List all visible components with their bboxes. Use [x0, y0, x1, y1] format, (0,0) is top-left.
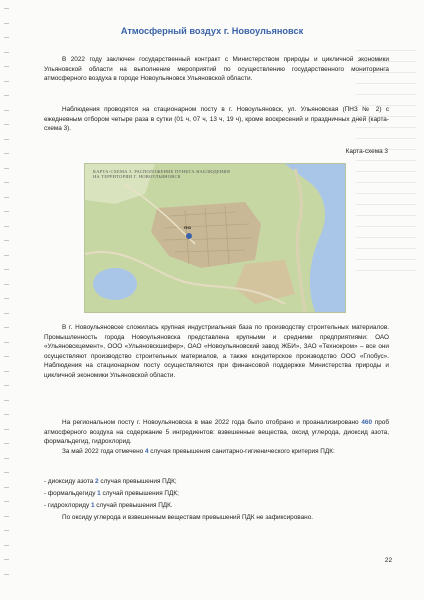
paragraph-exceedances: [44, 447, 389, 457]
binding-mark: [4, 458, 9, 459]
binding-mark: [4, 298, 9, 299]
binding-mark: [4, 110, 9, 111]
page-title: Атмосферный воздух г. Новоульяновск: [120, 26, 304, 36]
paragraph-no-exceedance: По оксиду углерода и взвешенным веществам превышений ПДК не зафиксировано.: [62, 514, 314, 521]
samples-count: 460: [361, 419, 373, 426]
map-title-line-1: КАРТА-СХЕМА 3. РАСПОЛОЖЕНИЕ ПУНКТА НАБЛЮДЕНИЯ: [93, 169, 231, 174]
monitoring-post-marker: [186, 233, 192, 239]
binding-mark: [4, 443, 9, 444]
binding-mark: [4, 574, 9, 575]
binding-mark: [4, 211, 9, 212]
binding-mark: [4, 559, 9, 560]
binding-mark: [4, 240, 9, 241]
binding-mark: [4, 269, 9, 270]
binding-mark: [4, 414, 9, 415]
map-post-label: ПНЗ: [184, 226, 192, 230]
samples-text-b: проб атмосферного воздуха на содержание 5 ингредиентов: взвешенные вещества, оксид углерода, диоксид азота, формальдегид, гидрохлорид.: [44, 419, 389, 446]
page-number: 22: [384, 557, 392, 564]
binding-mark: [4, 8, 9, 9]
map-graphic: [85, 164, 345, 312]
binding-mark: [4, 23, 9, 24]
binding-mark: [4, 429, 9, 430]
nitrogen-count: 2: [95, 478, 99, 485]
binding-mark: [4, 37, 9, 38]
binding-mark: [4, 327, 9, 328]
binding-mark: [4, 66, 9, 67]
binding-mark: [4, 197, 9, 198]
binding-mark: [4, 400, 9, 401]
list-item-formaldehyde: [44, 489, 389, 499]
binding-mark: [4, 313, 9, 314]
binding-edge-marks: [4, 8, 10, 588]
exceed-text-b: случая превышения санитарно-гигиенического критерия ПДК:: [148, 448, 335, 455]
binding-mark: [4, 356, 9, 357]
exceed-count: 4: [144, 448, 149, 455]
binding-mark: [4, 95, 9, 96]
exceed-text-a: За май 2022 года отмечено: [62, 448, 145, 455]
formaldehyde-count: 1: [97, 490, 101, 497]
binding-mark: [4, 139, 9, 140]
map-caption: Карта-схема 3: [345, 148, 388, 155]
binding-mark: [4, 385, 9, 386]
hydrochloride-text-a: - гидрохлориду: [44, 502, 91, 509]
binding-mark: [4, 182, 9, 183]
map-title-line-2: НА ТЕРРИТОРИИ Г. НОВОУЛЬЯНОВСК: [93, 174, 181, 180]
formaldehyde-text-b: случай превышения ПДК;: [100, 490, 179, 497]
binding-mark: [4, 153, 9, 154]
binding-mark: [4, 545, 9, 546]
binding-mark: [4, 226, 9, 227]
list-item-hydrogen-chloride: [44, 501, 389, 511]
nitrogen-text-a: - диоксиду азота: [44, 478, 96, 485]
binding-mark: [4, 124, 9, 125]
binding-mark: [4, 516, 9, 517]
nitrogen-text-b: случая превышения ПДК;: [98, 478, 177, 485]
map-title: [93, 169, 230, 180]
samples-text-a: На региональном посту г. Новоульяновска в мае 2022 года было отобрано и проанализировано: [62, 419, 362, 426]
hydrochloride-text-b: случай превышения ПДК.: [94, 502, 173, 509]
paragraph-contract: В 2022 году заключен государственный контракт с Министерством природы и цикличной экономики Ульяновской области на выполнение мероприятий по осуществлению государственного мониторинга атмосферного воздуха в городе Новоульяновск Ульяновской области.: [44, 56, 389, 83]
formaldehyde-text-a: - формальдегиду: [44, 490, 98, 497]
binding-mark: [4, 81, 9, 82]
list-item-nitrogen-dioxide: [44, 477, 389, 487]
paragraph-observations: Наблюдения проводятся на стационарном посту в г. Новоульяновск, ул. Ульяновская (ПНЗ № 2) с ежедневным отбором четыре раза в сутки (01 ч, 07 ч, 13 ч, 19 ч), кроме воскресений и праздничных дней (карта-схема 3).: [44, 106, 389, 133]
binding-mark: [4, 472, 9, 473]
location-map: [84, 163, 346, 313]
paragraph-industry: В г. Новоульяновске сложилась крупная индустриальная база по производству строительных материалов. Промышленность города Новоульяновска представлена крупными и средними предприятиями: ОАО «Ульяновскцемент», ООО «Ульяновскшифер», ОАО «Новоульяновский завод ЖБИ», ЗАО «Технокром» – все они осуществляют производство строительных материалов, а также кондитерское производство ООО «Глобус». Наблюдения на стационарном посту осуществляются при финансовой поддержке Министерства природы и цикличной экономики Ульяновской области.: [44, 324, 389, 379]
binding-mark: [4, 168, 9, 169]
binding-mark: [4, 501, 9, 502]
binding-mark: [4, 342, 9, 343]
binding-mark: [4, 52, 9, 53]
binding-mark: [4, 487, 9, 488]
paragraph-samples: [44, 418, 389, 447]
binding-mark: [4, 371, 9, 372]
hydrochloride-count: 1: [90, 502, 95, 509]
binding-mark: [4, 530, 9, 531]
binding-mark: [4, 255, 9, 256]
binding-mark: [4, 284, 9, 285]
